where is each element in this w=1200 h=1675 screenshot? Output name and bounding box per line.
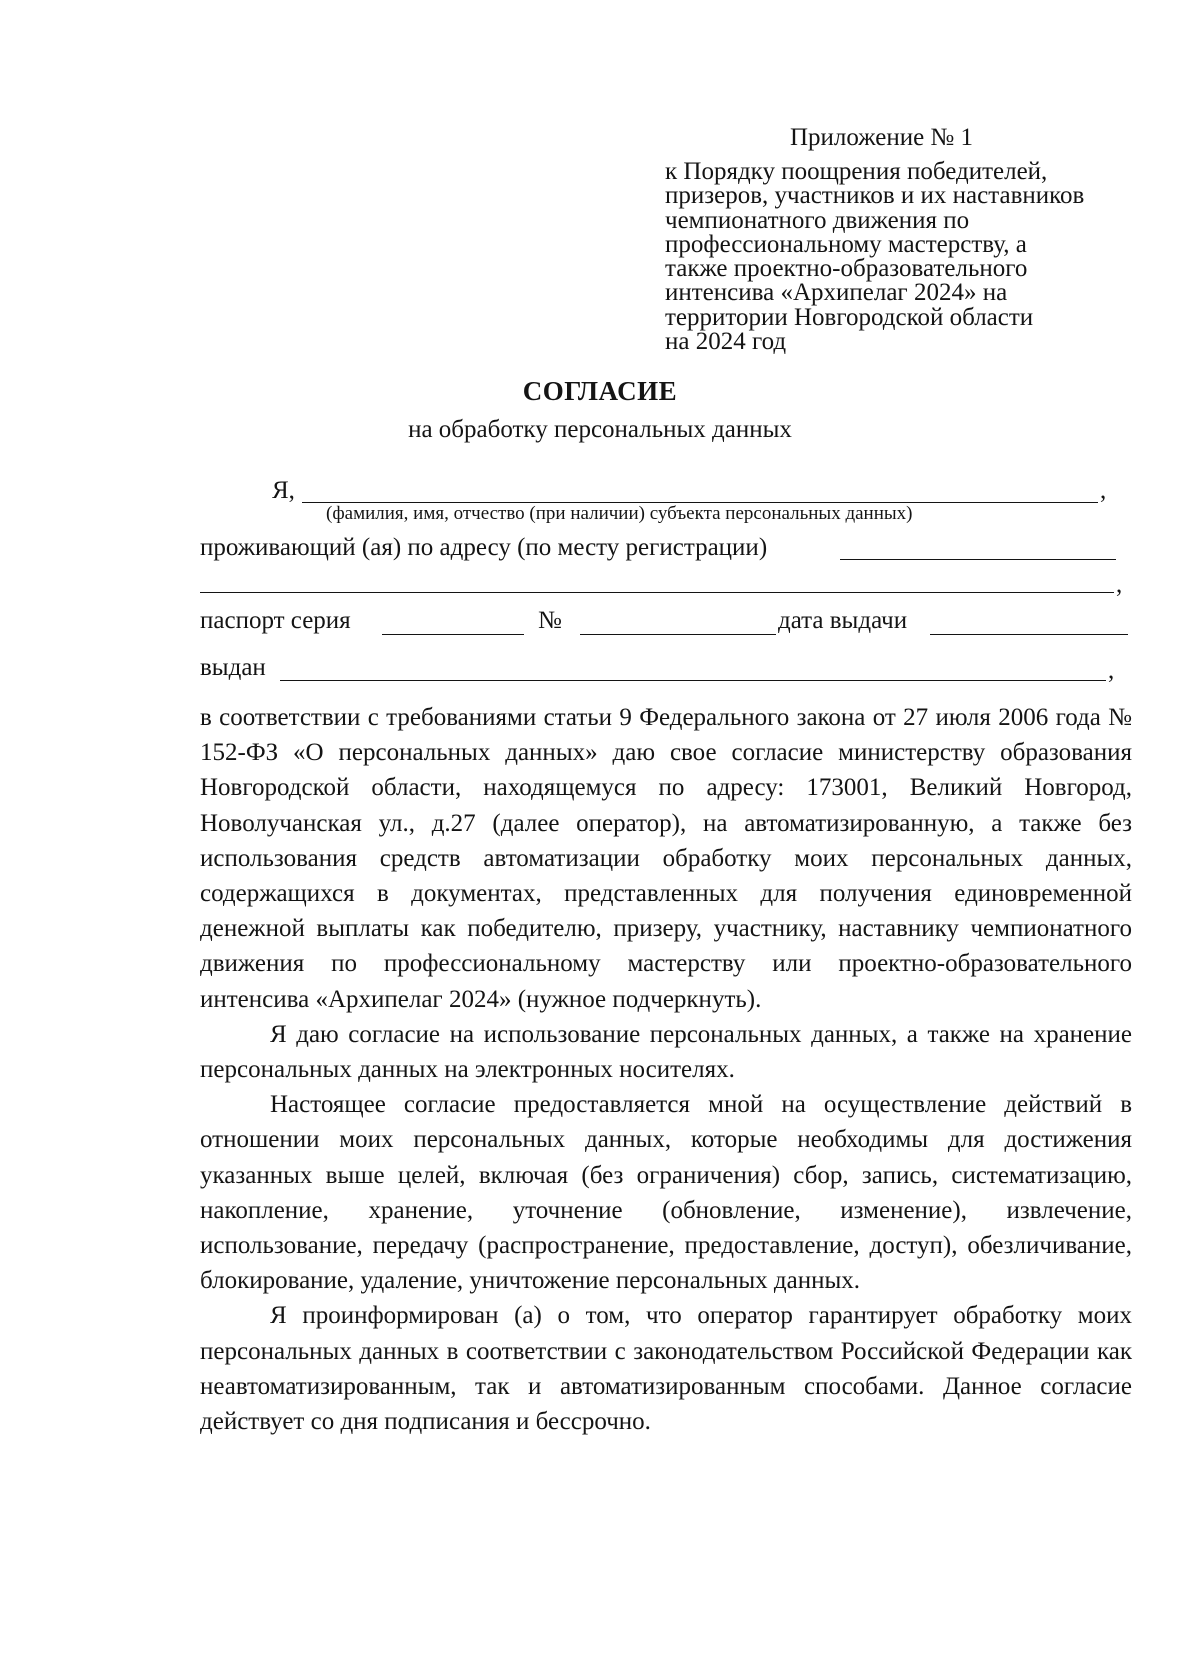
document-title: СОГЛАСИЕ [522,376,678,406]
issue-date-label: дата выдачи [778,607,908,634]
name-comma: , [1100,477,1107,504]
name-field-hint: (фамилия, имя, отчество (при наличии) субъекта персональных данных) [326,503,913,524]
address-field-line-2[interactable] [200,592,1114,593]
address-comma: , [1116,571,1123,598]
passport-series-field-line[interactable] [382,634,524,635]
document-subtitle: на обработку персональных данных [408,416,792,443]
passport-series-label: паспорт серия [200,607,351,634]
passport-number-field-line[interactable] [580,634,776,635]
consent-paragraph-3: Настоящее согласие предоставляется мной на осуществление действий в отношении моих персональных данных, которые необходимы для достижения указанных выше целей, включая (без ограничения) сбор, запись, систематизацию, накопление, хранение, уточнение (обновление, изменение), извлечение, использование, передачу (распространение, предоставление, доступ), обезличивание, блокирование, удаление, уничтожение персональных данных. [200,1091,1132,1295]
consent-paragraph-4: Я проинформирован (а) о том, что оператор гарантирует обработку моих персональных данных в соответствии с законодательством Российской Федерации как неавтоматизированным, так и автоматизированным способами. Данное согласие действует со дня подписания и бессрочно. [200,1302,1132,1436]
issue-date-field-line[interactable] [930,634,1128,635]
consent-body [200,700,1132,1439]
issued-by-field-line[interactable] [280,680,1106,681]
issued-by-comma: , [1108,657,1115,684]
appendix-text: к Порядку поощрения победителей, призеров, участников и их наставников чемпионатного движения по профессиональному мастерству, а также проектно-образовательного интенсива «Архипелаг 2024» на территории Новгородской области на 2024 год [665,158,1085,356]
appendix-title: Приложение № 1 [790,124,974,151]
passport-number-label: № [538,607,562,634]
name-label: Я, [272,477,295,504]
consent-paragraph-1: в соответствии с требованиями статьи 9 Федерального закона от 27 июля 2006 года № 152-ФЗ «О персональных данных» даю свое согласие министерству образования Новгородской области, находящемуся по адресу: 173001, Великий Новгород, Новолучанская ул., д.27 (далее оператор), на автоматизированную, а также без использования средств автоматизации обработку моих персональных данных, содержащихся в документах, представленных для получения единовременной денежной выплаты как победителю, призеру, участнику, наставнику чемпионатного движения по профессиональному мастерству или проектно-образовательного интенсива «Архипелаг 2024» (нужное подчеркнуть). [200,704,1132,1013]
address-field-line[interactable] [840,559,1116,560]
issued-by-label: выдан [200,654,266,681]
address-label: проживающий (ая) по адресу (по месту регистрации) [200,534,768,561]
consent-paragraph-2: Я даю согласие на использование персональных данных, а также на хранение персональных данных на электронных носителях. [200,1020,1132,1084]
